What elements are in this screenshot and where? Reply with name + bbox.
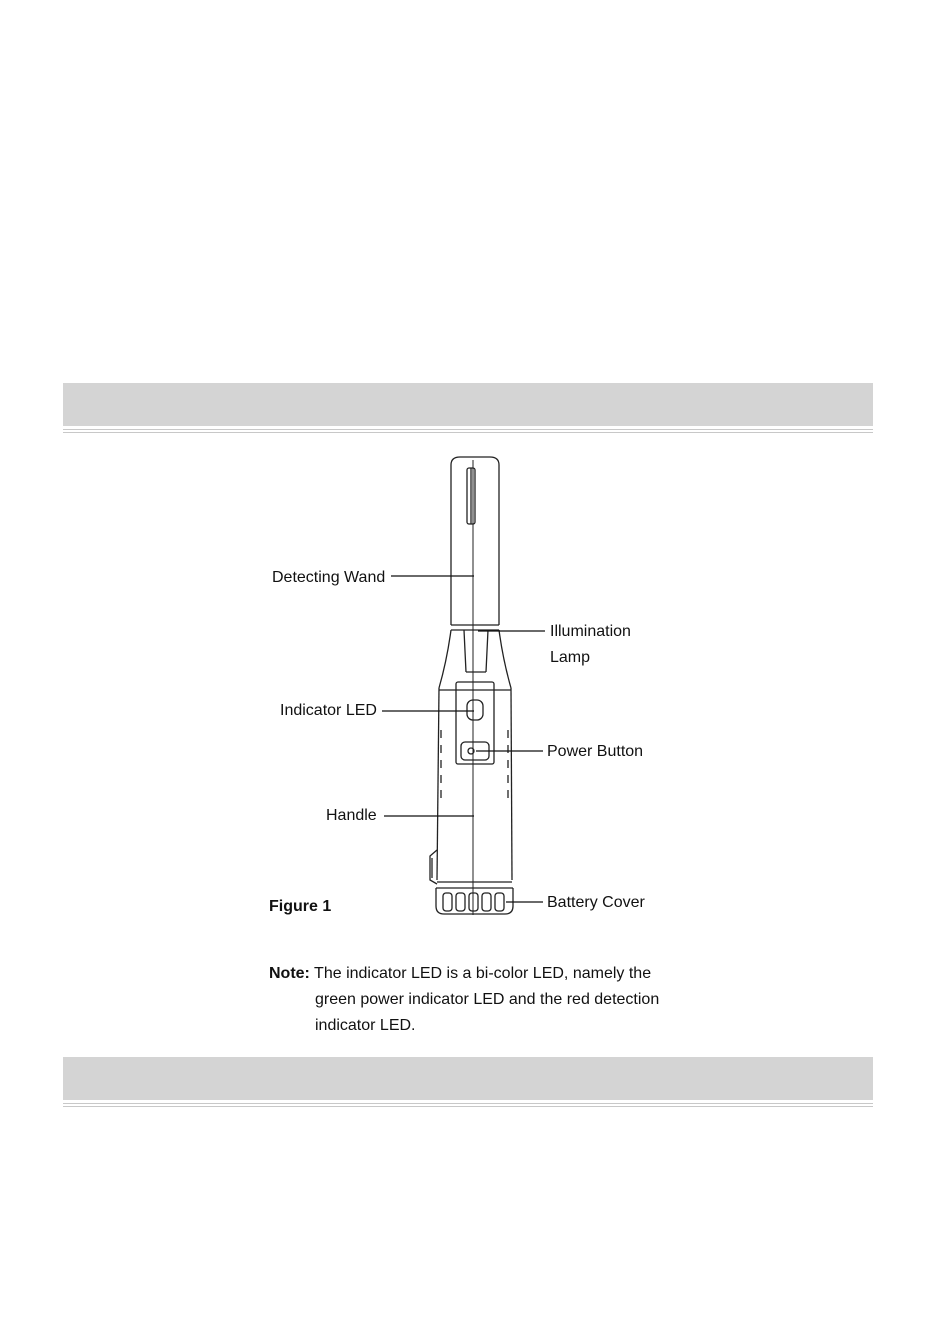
note-line-3: indicator LED. — [315, 1017, 416, 1034]
note-line-2: green power indicator LED and the red detection — [315, 991, 660, 1008]
label-illumination: Illumination — [550, 623, 631, 640]
figure-caption: Figure 1 — [269, 898, 332, 915]
note-paragraph — [269, 961, 689, 1039]
label-battery-cover: Battery Cover — [547, 894, 645, 911]
label-indicator-led: Indicator LED — [280, 702, 377, 719]
label-handle: Handle — [326, 807, 377, 824]
label-power-button: Power Button — [547, 743, 644, 760]
label-lamp: Lamp — [550, 649, 591, 666]
note-line-1: The indicator LED is a bi-color LED, namely the — [314, 965, 652, 982]
note-keyword: Note: — [269, 965, 310, 982]
label-detecting-wand: Detecting Wand — [272, 569, 386, 586]
